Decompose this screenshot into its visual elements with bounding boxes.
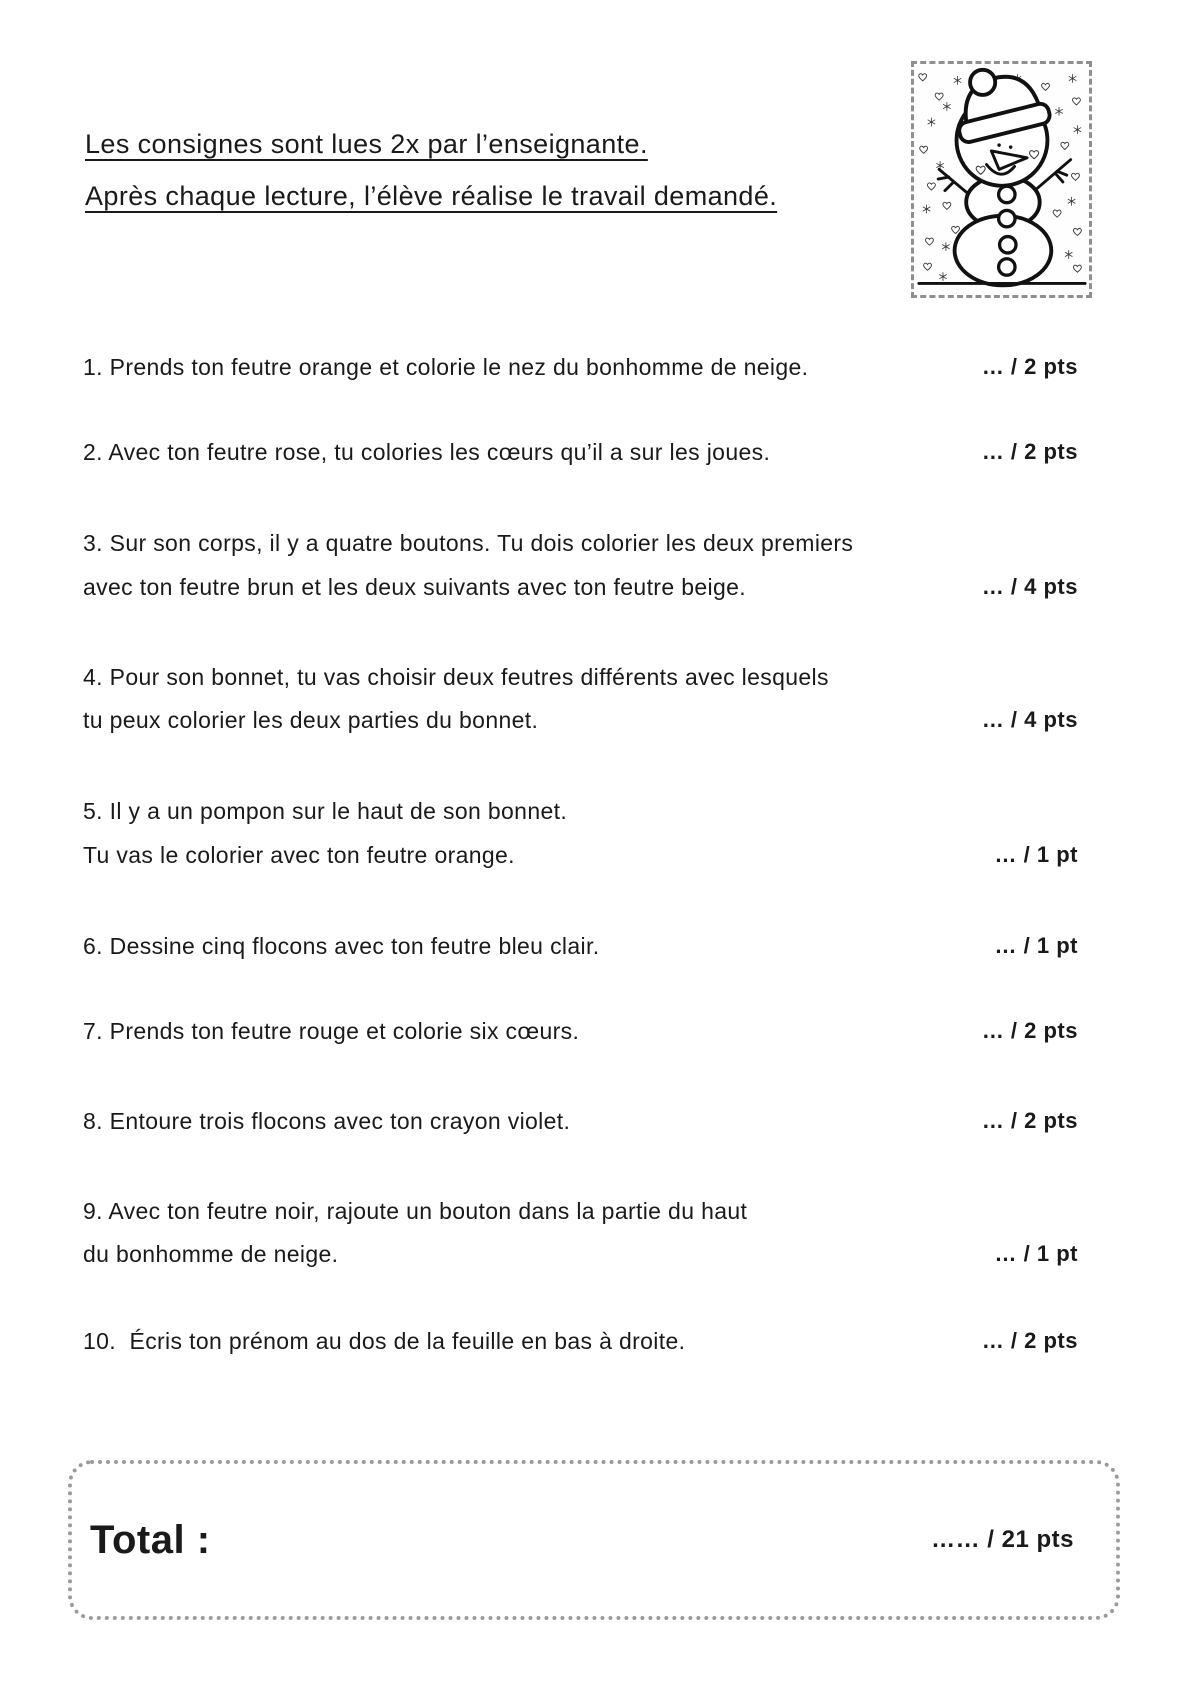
- instruction-6-text: 6. Dessine cinq flocons avec ton feutre bleu clair.: [83, 933, 600, 959]
- instruction-10-points: … / 2 pts: [981, 1328, 1078, 1353]
- instruction-2-points: … / 2 pts: [981, 439, 1078, 464]
- snowman-drawing: [914, 64, 1089, 295]
- instruction-5-line-2: [83, 840, 1078, 870]
- total-label: Total :: [90, 1517, 211, 1562]
- instruction-9-line-2: [83, 1239, 1078, 1269]
- instructions-header: [85, 118, 777, 222]
- instruction-7-points: … / 2 pts: [981, 1018, 1078, 1043]
- snowman-illustration: [911, 61, 1092, 298]
- instruction-1: [83, 352, 1078, 382]
- instruction-6: [83, 931, 1078, 961]
- snowman-figure: [919, 67, 1085, 285]
- instruction-4-text-2: tu peux colorier les deux parties du bonnet.: [83, 707, 539, 733]
- instruction-4-text-1: 4. Pour son bonnet, tu vas choisir deux feutres différents avec lesquels: [83, 664, 829, 690]
- instruction-9-text-2: du bonhomme de neige.: [83, 1241, 339, 1267]
- header-line-1: Les consignes sont lues 2x par l’enseignante.: [85, 129, 648, 159]
- instruction-1-text: 1. Prends ton feutre orange et colorie le nez du bonhomme de neige.: [83, 354, 809, 380]
- instruction-9-text-1: 9. Avec ton feutre noir, rajoute un bouton dans la partie du haut: [83, 1198, 748, 1224]
- total-points: …… / 21 pts: [931, 1526, 1074, 1553]
- instruction-8-text: 8. Entoure trois flocons avec ton crayon violet.: [83, 1108, 571, 1134]
- instruction-9-points: … / 1 pt: [994, 1241, 1078, 1266]
- pompom: [970, 70, 995, 95]
- instruction-4-points: … / 4 pts: [981, 707, 1078, 732]
- instruction-7-text: 7. Prends ton feutre rouge et colorie six cœurs.: [83, 1018, 580, 1044]
- header-line-2: Après chaque lecture, l’élève réalise le travail demandé.: [85, 181, 778, 211]
- instruction-1-points: … / 2 pts: [981, 354, 1078, 379]
- instruction-5-text-1: 5. Il y a un pompon sur le haut de son bonnet.: [83, 798, 568, 824]
- instruction-5-points: … / 1 pt: [994, 842, 1078, 867]
- instruction-8: [83, 1106, 1078, 1136]
- instruction-2-text: 2. Avec ton feutre rose, tu colories les cœurs qu’il a sur les joues.: [83, 439, 771, 465]
- instruction-3-line-1: [83, 528, 1078, 558]
- instruction-6-points: … / 1 pt: [994, 933, 1078, 958]
- total-score-box: [68, 1460, 1120, 1620]
- instruction-4-line-2: [83, 705, 1078, 735]
- instruction-9-line-1: [83, 1196, 1078, 1226]
- instruction-5-text-2: Tu vas le colorier avec ton feutre orange.: [83, 842, 515, 868]
- instruction-2: [83, 437, 1078, 467]
- instruction-10-text: 10. Écris ton prénom au dos de la feuille en bas à droite.: [83, 1328, 686, 1354]
- instruction-5-line-1: [83, 796, 1078, 826]
- instruction-8-points: … / 2 pts: [981, 1108, 1078, 1133]
- instruction-3-text-1: 3. Sur son corps, il y a quatre boutons. Tu dois colorier les deux premiers: [83, 530, 854, 556]
- instruction-4-line-1: [83, 662, 1078, 692]
- instruction-3-line-2: [83, 572, 1078, 602]
- instruction-7: [83, 1016, 1078, 1046]
- instruction-3-text-2: avec ton feutre brun et les deux suivants avec ton feutre beige.: [83, 574, 746, 600]
- instruction-10: [83, 1326, 1078, 1356]
- instruction-3-points: … / 4 pts: [981, 574, 1078, 599]
